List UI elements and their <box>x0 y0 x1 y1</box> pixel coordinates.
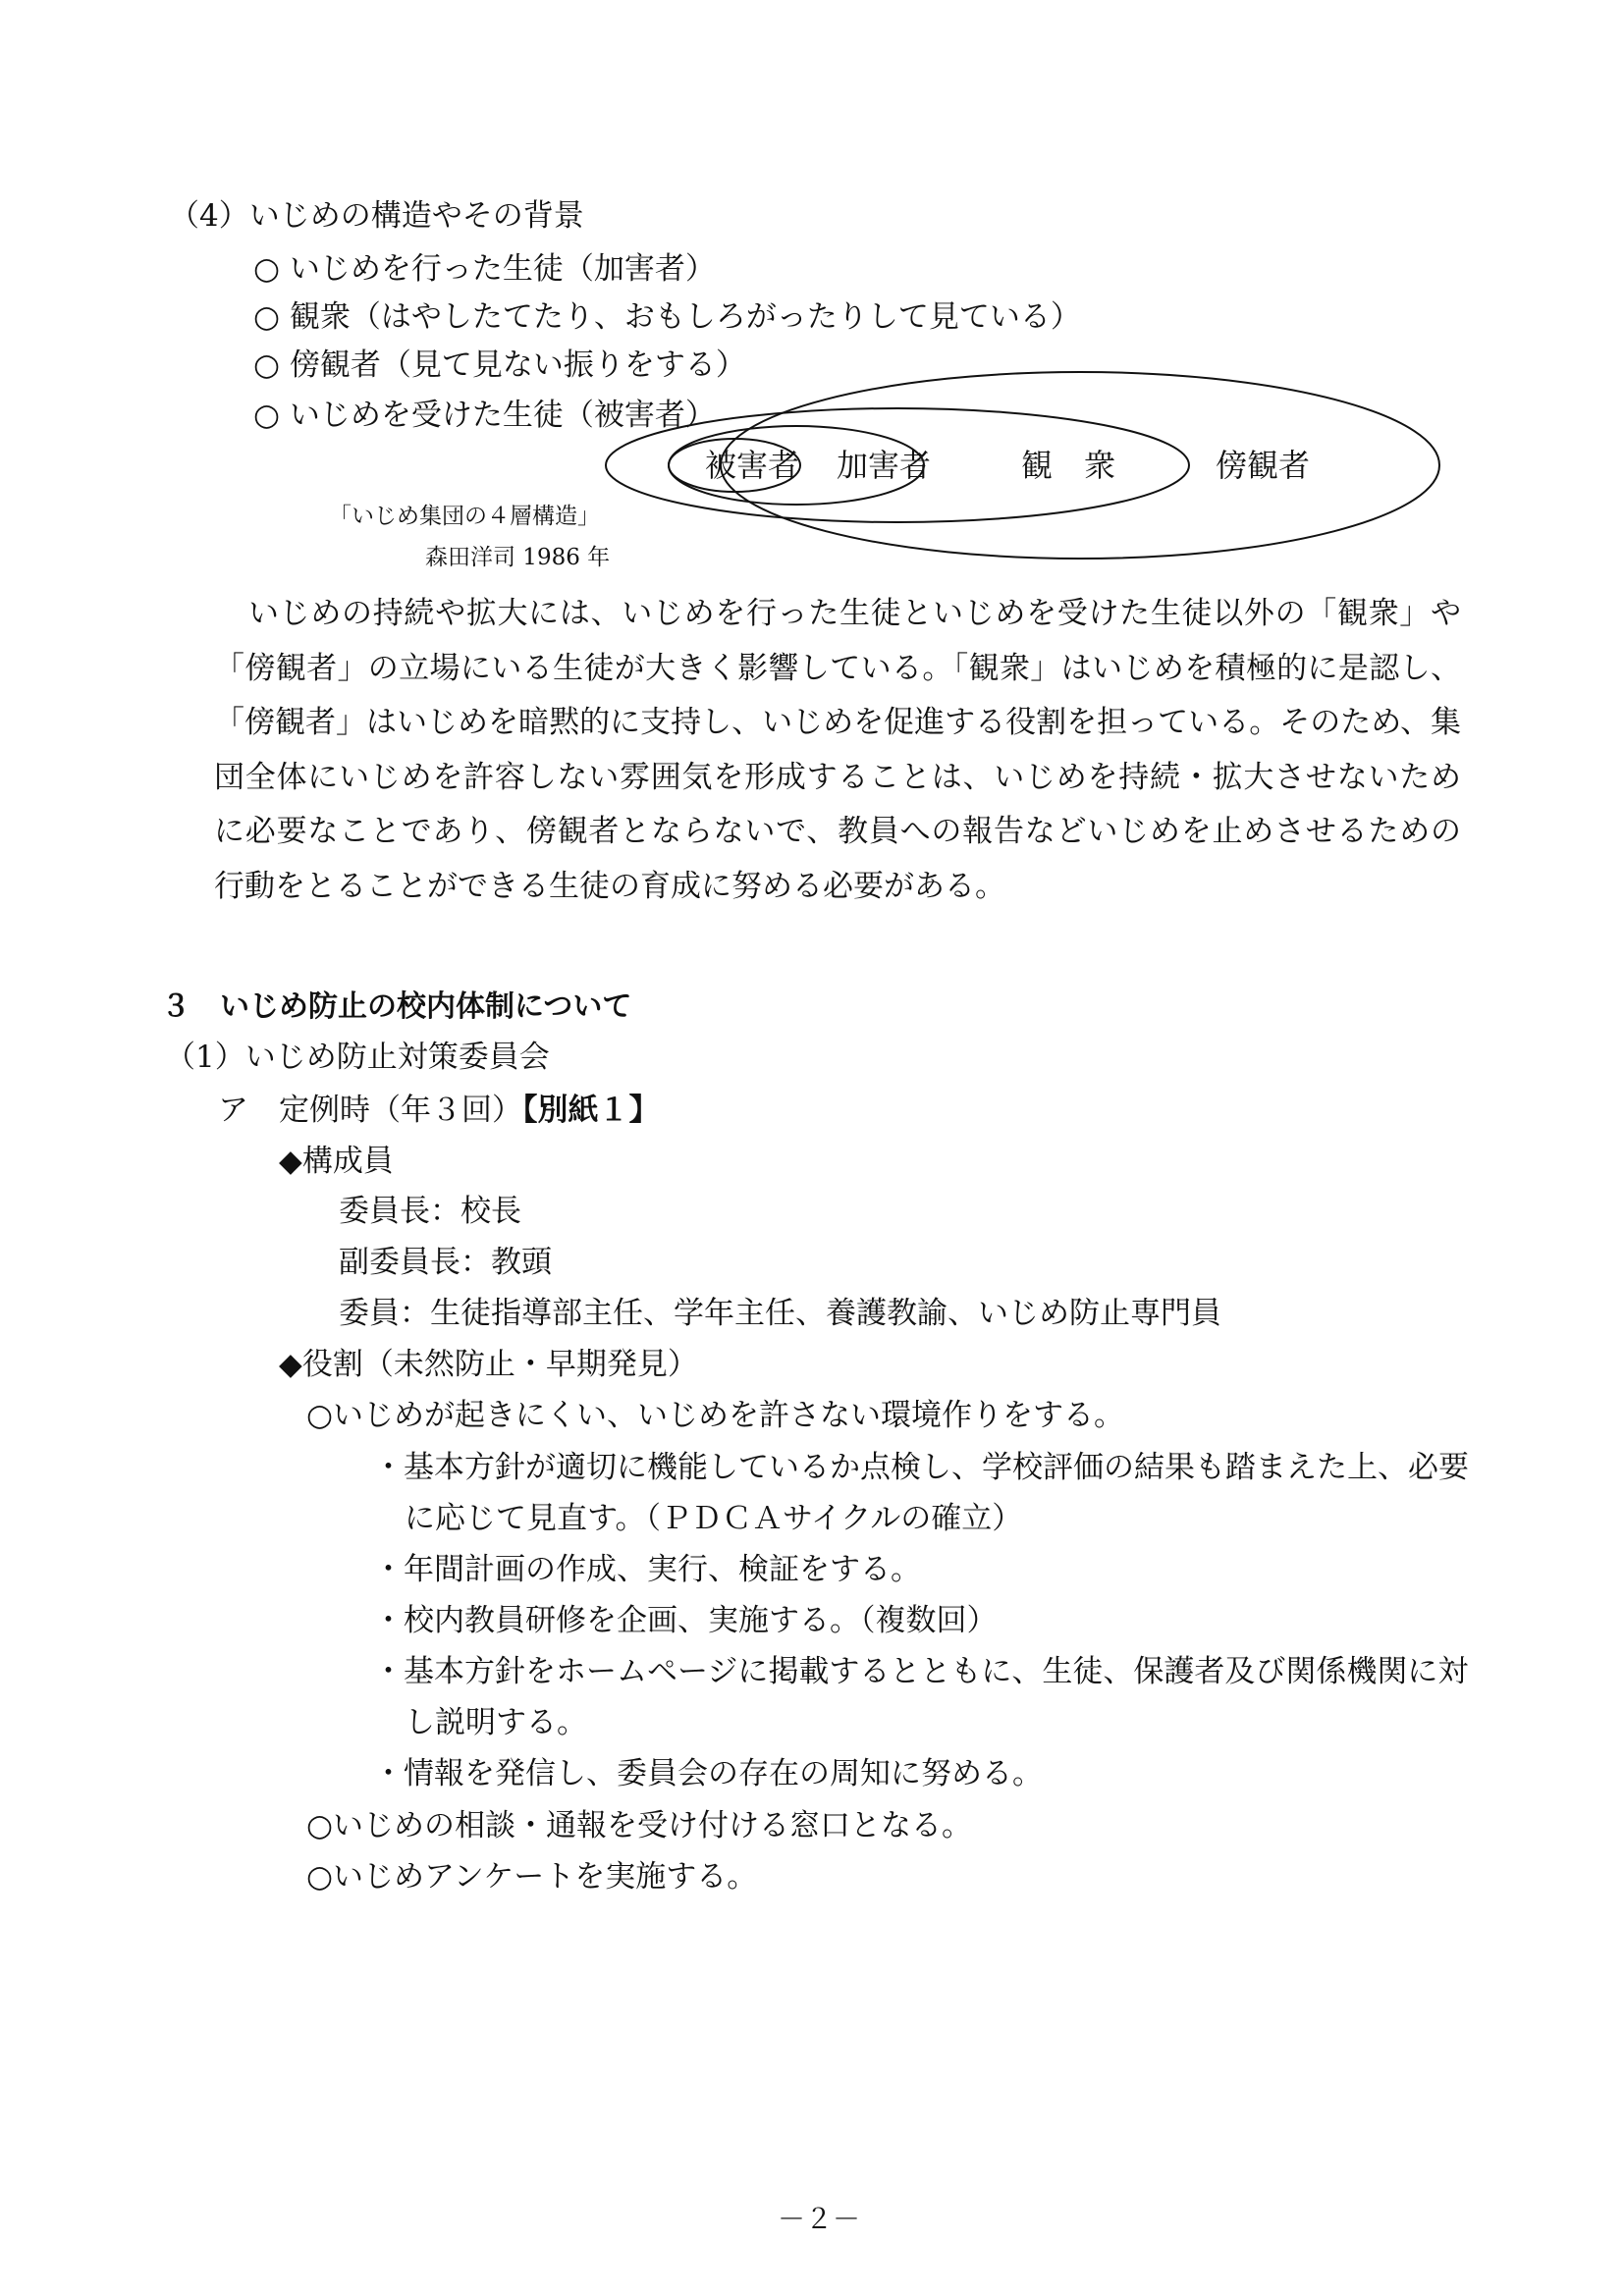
role-dot-4: ・基本方針をホームページに掲載するとともに、生徒、保護者及び関係機関に対 <box>373 1654 1469 1689</box>
role-dot-4-cont: し説明する。 <box>405 1705 587 1740</box>
item-a-attachment: 【別紙１】 <box>522 1093 660 1128</box>
bullet-perpetrator: ○ いじめを行った生徒（加害者） <box>253 251 716 287</box>
structure-paragraph: いじめの持続や拡大には、いじめを行った生徒といじめを受けた生徒以外の「観衆」や「傍観者」の立場にいる生徒が大きく影響している。「観衆」はいじめを積極的に是認し、「傍観者」はいじめを暗黙的に支持し、いじめを促進する役割を担っている。そのため、集団全体にいじめを許容しない雰囲気を形成することは、いじめを持続・拡大させないために必要なことであり、傍観者とならないで、教員への報告などいじめを止めさせるための行動をとることができる生徒の育成に努める必要がある。 <box>214 596 1461 904</box>
section-4-heading: （4）いじめの構造やその背景 <box>169 198 584 234</box>
role-item-survey: ○いじめアンケートを実施する。 <box>306 1859 758 1895</box>
section-3-heading: ３ いじめ防止の校内体制について <box>161 989 632 1024</box>
member-chair: 委員長：校長 <box>339 1194 521 1229</box>
role-item-environment: ○いじめが起きにくい、いじめを許さない環境作りをする。 <box>306 1398 1125 1433</box>
role-dot-3: ・校内教員研修を企画、実施する。（複数回） <box>373 1603 998 1638</box>
label-perpetrator: 加害者 <box>837 447 932 484</box>
diagram-caption-title: 「いじめ集団の４層構造」 <box>329 504 600 529</box>
member-vice-chair: 副委員長：教頭 <box>339 1245 552 1280</box>
role-item-consultation: ○いじめの相談・通報を受け付ける窓口となる。 <box>306 1808 973 1843</box>
subsection-1-heading: （1）いじめ防止対策委員会 <box>165 1040 550 1075</box>
role-dot-2: ・年間計画の作成、実行、検証をする。 <box>373 1552 921 1587</box>
role-dot-5: ・情報を発信し、委員会の存在の周知に努める。 <box>373 1756 1043 1791</box>
bullet-bystander: ○ 傍観者（見て見ない振りをする） <box>253 347 746 383</box>
members-heading: ◆構成員 <box>279 1144 394 1179</box>
item-a <box>218 1091 660 1130</box>
page-number: －２－ <box>778 2203 861 2235</box>
item-a-text: ア 定例時（年３回） <box>218 1093 522 1128</box>
member-committee: 委員：生徒指導部主任、学年主任、養護教諭、いじめ防止専門員 <box>339 1296 1221 1331</box>
label-audience: 観 衆 <box>1021 447 1116 484</box>
role-dot-1: ・基本方針が適切に機能しているか点検し、学校評価の結果も踏まえた上、必要 <box>373 1450 1469 1485</box>
diagram-caption-author: 森田洋司 1986 年 <box>425 545 611 570</box>
label-bystander: 傍観者 <box>1216 447 1311 484</box>
label-victim: 被害者 <box>705 447 800 484</box>
bullet-audience: ○ 観衆（はやしたてたり、おもしろがったりして見ている） <box>253 299 1081 335</box>
role-dot-1-cont: に応じて見直す。（ＰＤＣＡサイクルの確立） <box>405 1501 1023 1536</box>
role-heading: ◆役割（未然防止・早期発見） <box>279 1347 698 1382</box>
bullet-victim: ○ いじめを受けた生徒（被害者） <box>253 398 716 433</box>
